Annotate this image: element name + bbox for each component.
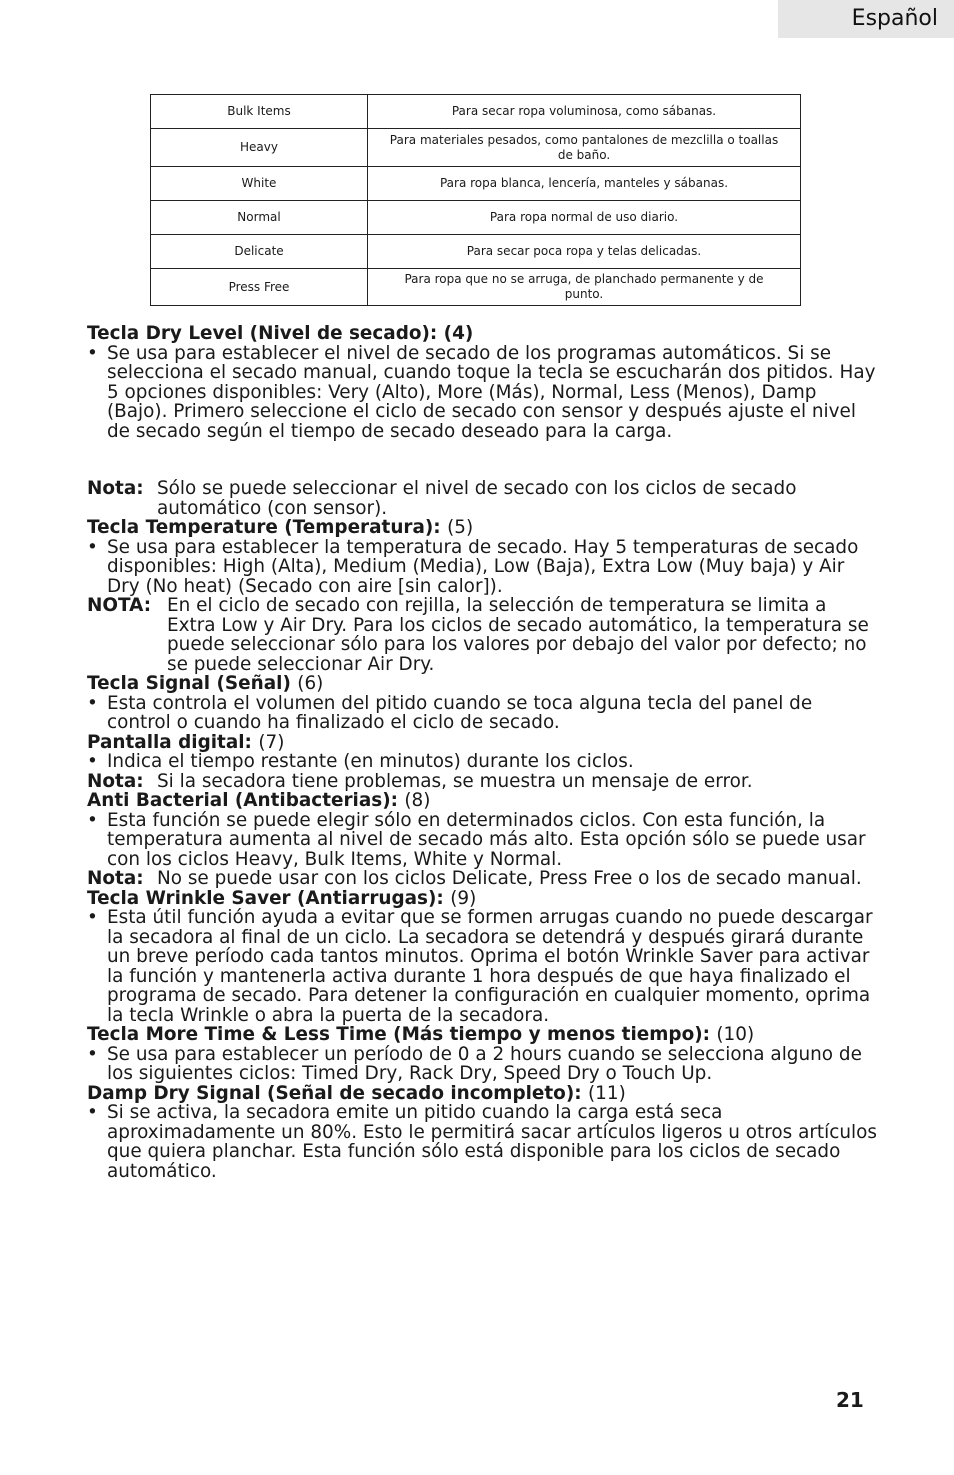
cycle-description: Para ropa blanca, lencería, manteles y sábanas. — [368, 167, 801, 201]
note-display: Nota: Si la secadora tiene problemas, se muestra un mensaje de error. — [87, 770, 753, 792]
section-heading-damp-dry: Damp Dry Signal (Señal de secado incompleto): (11) — [87, 1082, 626, 1104]
bullet-damp-dry: • Si se activa, la secadora emite un pitido cuando la carga está seca aproximadamente un 80%. Esto le permitirá sacar artículos ligeros u otros artículos que quiera planchar. Esta función sólo está disponible para los ciclos de secado automático. — [87, 1102, 877, 1182]
bullet-icon: • — [87, 1043, 98, 1065]
section-heading-temperature: Tecla Temperature (Temperatura): (5) — [87, 517, 474, 538]
cycle-name: Press Free — [151, 269, 368, 306]
bullet-more-less-time: • Se usa para establecer un período de 0 a 2 hours cuando se selecciona alguno de los siguientes ciclos: Timed Dry, Rack Dry, Speed Dry o Touch Up. — [87, 1043, 862, 1084]
note-label: Nota: — [87, 478, 144, 499]
bullet-icon: • — [87, 342, 98, 364]
language-tab — [778, 0, 954, 38]
note-dry-level: Nota: Sólo se puede seleccionar el nivel de secado con los ciclos de secado automático (con sensor). — [87, 478, 797, 519]
page-number: 21 — [836, 1388, 864, 1412]
cycle-name: Heavy — [151, 129, 368, 167]
table-row — [151, 129, 801, 167]
cycle-description: Para ropa que no se arruga, de planchado permanente y de punto. — [368, 269, 801, 306]
section-heading-dry-level: Tecla Dry Level (Nivel de secado): (4) — [87, 323, 474, 344]
note-anti-bacterial: Nota: No se puede usar con los ciclos Delicate, Press Free o los de secado manual. — [87, 868, 862, 889]
section-heading-more-less-time: Tecla More Time & Less Time (Más tiempo y menos tiempo): (10) — [87, 1024, 755, 1045]
bullet-icon: • — [87, 751, 98, 772]
cycle-description: Para ropa normal de uso diario. — [368, 201, 801, 235]
bullet-icon: • — [87, 907, 98, 928]
bullet-icon: • — [87, 536, 98, 558]
section-heading-signal: Tecla Signal (Señal) (6) — [87, 673, 324, 694]
bullet-wrinkle-saver: • Esta útil función ayuda a evitar que se formen arrugas cuando no puede descargar la secadora al final de un ciclo. La secadora se detendrá y después girará durante un breve período cada tantos minutos. Oprima el botón Wrinkle Saver para activar la función y mantenerla activa durante 1 hora después de que haya finalizado el programa de secado. Para detener la configuración en cualquier momento, oprima la tecla Wrinkle o abra la puerta de la secadora. — [87, 907, 873, 1026]
cycle-name: White — [151, 167, 368, 201]
language-tab-label: Español — [851, 6, 938, 31]
table-row — [151, 201, 801, 235]
bullet-icon: • — [87, 1102, 98, 1123]
note-label: Nota: — [87, 770, 144, 792]
bullet-icon: • — [87, 809, 98, 831]
section-heading-wrinkle-saver: Tecla Wrinkle Saver (Antiarrugas): (9) — [87, 887, 477, 909]
bullet-temperature: • Se usa para establecer la temperatura de secado. Hay 5 temperaturas de secado disponibles: High (Alta), Medium (Media), Low (Baja), Extra Low (Muy baja) y Air Dry (No heat) (Secado con aire [sin calor]). — [87, 536, 859, 597]
bullet-display: • Indica el tiempo restante (en minutos) durante los ciclos. — [87, 751, 634, 772]
bullet-signal: • Esta controla el volumen del pitido cuando se toca alguna tecla del panel de control o cuando ha finalizado el ciclo de secado. — [87, 692, 813, 733]
section-heading-anti-bacterial: Anti Bacterial (Antibacterias): (8) — [87, 790, 431, 811]
cycle-description: Para secar ropa voluminosa, como sábanas. — [368, 95, 801, 129]
note-label: NOTA: — [87, 595, 152, 616]
table-row — [151, 167, 801, 201]
bullet-icon: • — [87, 692, 98, 714]
note-temperature: NOTA: En el ciclo de secado con rejilla, la selección de temperatura se limita a Extra Low y Air Dry. Para los ciclos de secado automático, la temperatura se puede seleccionar sólo para los valores por debajo del valor por defecto; no se puede seleccionar Air Dry. — [87, 595, 869, 675]
section-heading-display: Pantalla digital: (7) — [87, 731, 285, 753]
cycle-name: Normal — [151, 201, 368, 235]
cycle-description: Para secar poca ropa y telas delicadas. — [368, 235, 801, 269]
cycle-name: Delicate — [151, 235, 368, 269]
table-row — [151, 269, 801, 306]
cycle-description: Para materiales pesados, como pantalones de mezclilla o toallas de baño. — [368, 129, 801, 167]
table-row — [151, 95, 801, 129]
bullet-dry-level: • Se usa para establecer el nivel de secado de los programas automáticos. Si se selecciona el secado manual, cuando toque la tecla se escucharán dos pitidos. Hay 5 opciones disponibles: Very (Alto), More (Más), Normal, Less (Menos), Damp (Bajo). Primero seleccione el ciclo de secado con sensor y después ajuste el nivel de secado según el tiempo de secado deseado para la carga. — [87, 342, 876, 442]
page-content — [87, 324, 877, 1181]
cycles-table — [150, 94, 801, 306]
note-label: Nota: — [87, 868, 144, 889]
table-row — [151, 235, 801, 269]
cycle-name: Bulk Items — [151, 95, 368, 129]
bullet-anti-bacterial: • Esta función se puede elegir sólo en determinados ciclos. Con esta función, la temperatura aumenta al nivel de secado más alto. Esta opción sólo se puede usar con los ciclos Heavy, Bulk Items, White y Normal. — [87, 809, 866, 870]
